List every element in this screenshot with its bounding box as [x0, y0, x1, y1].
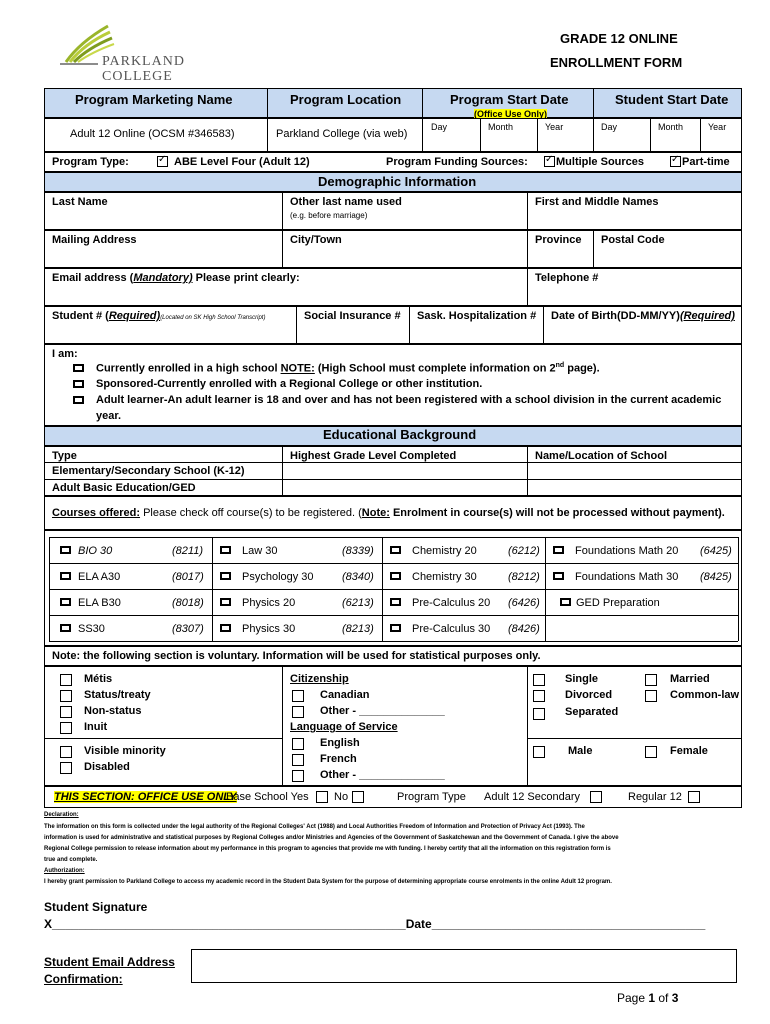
- email-mandatory: Mandatory): [133, 272, 193, 284]
- visible-minority-label: Visible minority: [84, 745, 166, 757]
- status-checkbox[interactable]: [60, 690, 72, 702]
- iam-option1-text3: page).: [564, 362, 600, 375]
- courses-instruction: [52, 507, 725, 519]
- course-precalc20-code: (6426): [508, 597, 540, 609]
- office-use-heading: THIS SECTION: OFFICE USE ONLY: [54, 791, 237, 803]
- course-elaa30-name: ELA A30: [78, 571, 121, 583]
- common-law-checkbox[interactable]: [645, 690, 657, 702]
- male-label: Male: [568, 745, 593, 757]
- courses-note: Note:: [361, 507, 390, 519]
- canadian-checkbox[interactable]: [292, 690, 304, 702]
- email-hint: Please print clearly:: [192, 272, 300, 284]
- page-total: 3: [671, 991, 679, 1005]
- iam-option3-label-2: year.: [96, 410, 122, 422]
- course-fm30-code: (8425): [700, 571, 732, 583]
- page-number: [617, 991, 678, 1005]
- hospitalization-field[interactable]: Sask. Hospitalization #: [417, 310, 537, 322]
- mailing-address-field[interactable]: Mailing Address: [52, 234, 137, 246]
- form-title-2: ENROLLMENT FORM: [550, 55, 683, 70]
- language-other-checkbox[interactable]: [292, 770, 304, 782]
- course-chem20-checkbox[interactable]: [390, 546, 401, 554]
- regular12-checkbox[interactable]: [688, 791, 700, 803]
- declaration-title: Declaration:: [44, 812, 79, 818]
- course-chem20-name: Chemistry 20: [412, 545, 477, 557]
- iam-option1-text: Currently enrolled in a high school: [96, 362, 281, 375]
- status-label: Status/treaty: [84, 689, 151, 701]
- student-number-required: Required): [108, 310, 161, 322]
- courses-label: Courses offered:: [52, 507, 141, 519]
- edu-highest-header: Highest Grade Level Completed: [290, 450, 457, 462]
- inuit-checkbox[interactable]: [60, 722, 72, 734]
- course-bio30-code: (8211): [172, 545, 203, 557]
- iam-label: I am:: [52, 348, 78, 360]
- funding-parttime-checkbox[interactable]: ✓: [671, 154, 680, 165]
- french-label: French: [320, 753, 357, 765]
- dob-required: (Required): [679, 310, 735, 322]
- start-year[interactable]: Year: [545, 122, 564, 132]
- course-ged-checkbox[interactable]: [560, 598, 571, 606]
- iam-option1-text2: (High School must complete information on 2: [314, 362, 556, 375]
- course-phys30-checkbox[interactable]: [220, 624, 231, 632]
- student-number-field[interactable]: [52, 310, 265, 322]
- iam-option1-sup: nd: [555, 362, 565, 369]
- signature-line[interactable]: X_____________________________________________________Date_________________________________________: [44, 917, 706, 931]
- courses-text: Please check off course(s) to be registered. (: [140, 507, 362, 519]
- citizenship-other-checkbox[interactable]: [292, 706, 304, 718]
- other-last-hint: (e.g. before marriage): [290, 211, 368, 220]
- nonstatus-label: Non-status: [84, 705, 142, 717]
- start-day[interactable]: Day: [431, 122, 448, 132]
- funding-multiple-label: Multiple Sources: [556, 156, 645, 168]
- funding-parttime-label: Part-time: [682, 156, 730, 168]
- course-chem30-code: (8212): [508, 571, 540, 583]
- divorced-checkbox[interactable]: [533, 690, 545, 702]
- sin-field[interactable]: Social Insurance #: [304, 310, 401, 322]
- student-email-label-2: Confirmation:: [44, 972, 123, 986]
- student-email-label-1: Student Email Address: [44, 955, 175, 969]
- separated-checkbox[interactable]: [533, 708, 545, 720]
- edu-row1-type: Elementary/Secondary School (K-12): [52, 465, 245, 477]
- form-title-1: GRADE 12 ONLINE: [560, 31, 678, 46]
- course-elaa30-code: (8017): [172, 571, 204, 583]
- declaration-line1: The information on this form is collected under the legal authority of the Regional Colleges' Act (1988) and Local Authorities Freedom of Information and Protection of Privacy Act (1993). The: [44, 824, 585, 830]
- french-checkbox[interactable]: [292, 754, 304, 766]
- logo-text-2: COLLEGE: [102, 69, 173, 84]
- course-phys20-checkbox[interactable]: [220, 598, 231, 606]
- postal-code-field[interactable]: Postal Code: [601, 234, 665, 246]
- logo: [58, 22, 198, 84]
- citizenship-other-label: Other - ______________: [320, 705, 445, 717]
- female-label: Female: [670, 745, 708, 757]
- course-elaa30-checkbox[interactable]: [60, 572, 71, 580]
- logo-text-1: PARKLAND: [102, 54, 185, 69]
- course-precalc30-name: Pre-Calculus 30: [412, 623, 491, 635]
- course-fm20-checkbox[interactable]: [553, 546, 564, 554]
- student-email-input[interactable]: [191, 949, 737, 983]
- adult12-checkbox[interactable]: [590, 791, 602, 803]
- language-other-label: Other - ______________: [320, 769, 445, 781]
- course-phys20-code: (6213): [342, 597, 374, 609]
- other-last-name-field[interactable]: Other last name used: [290, 196, 402, 208]
- dob-field[interactable]: [551, 310, 735, 322]
- telephone-field[interactable]: Telephone #: [535, 272, 599, 284]
- course-precalc30-code: (8426): [508, 623, 540, 635]
- student-start-month[interactable]: Month: [658, 122, 684, 132]
- male-checkbox[interactable]: [533, 746, 545, 758]
- base-school-label: Base School Yes: [226, 791, 309, 803]
- course-law30-name: Law 30: [242, 545, 278, 557]
- edu-row2-type: Adult Basic Education/GED: [52, 482, 196, 494]
- metis-label: Métis: [84, 673, 113, 685]
- location-value: Parkland College (via web): [276, 128, 408, 140]
- course-ged-name: GED Preparation: [576, 597, 660, 609]
- email-field[interactable]: [52, 272, 300, 284]
- disabled-checkbox[interactable]: [60, 762, 72, 774]
- funding-multiple-checkbox[interactable]: ✓: [545, 154, 554, 165]
- course-law30-code: (8339): [342, 545, 374, 557]
- start-month[interactable]: Month: [488, 122, 514, 132]
- base-school-no-label: No: [334, 791, 349, 803]
- iam-option1-checkbox[interactable]: [73, 364, 84, 372]
- language-heading: Language of Service: [290, 721, 398, 733]
- voluntary-note: Note: the following section is voluntary. Information will be used for statistical purposes only.: [52, 650, 541, 662]
- course-phys30-code: (8213): [342, 623, 374, 635]
- authorization-line: I hereby grant permission to Parkland College to access my academic record in the Student Data System for the purpose of determining appropriate course enrolments in the online Adult 12 program.: [44, 879, 612, 885]
- course-ss30-code: (8307): [172, 623, 204, 635]
- course-chem30-checkbox[interactable]: [390, 572, 401, 580]
- student-start-header: Student Start Date: [615, 92, 729, 107]
- inuit-label: Inuit: [84, 721, 108, 733]
- course-phys20-name: Physics 20: [242, 597, 296, 609]
- course-bio30-name: BIO 30: [78, 545, 113, 557]
- program-type-checkbox[interactable]: ✓: [158, 154, 167, 165]
- common-law-label: Common-law: [670, 689, 740, 701]
- email-label: Email address (: [52, 272, 134, 284]
- iam-option3-label: Adult learner-An adult learner is 18 and over and has not been registered with a school division in the current academic: [96, 394, 722, 406]
- base-school-yes-checkbox[interactable]: [316, 791, 328, 803]
- student-start-year[interactable]: Year: [708, 122, 727, 132]
- english-label: English: [320, 737, 360, 749]
- english-checkbox[interactable]: [292, 738, 304, 750]
- page-current: 1: [648, 991, 656, 1005]
- course-elab30-code: (8018): [172, 597, 204, 609]
- edu-type-header: Type: [52, 450, 77, 462]
- first-names-field[interactable]: First and Middle Names: [535, 196, 659, 208]
- single-checkbox[interactable]: [533, 674, 545, 686]
- province-field[interactable]: Province: [535, 234, 582, 246]
- program-type-label: Program Type:: [52, 156, 129, 168]
- funding-label: Program Funding Sources:: [386, 156, 528, 168]
- iam-option1-note: NOTE:: [280, 362, 315, 375]
- course-precalc20-name: Pre-Calculus 20: [412, 597, 491, 609]
- course-precalc20-checkbox[interactable]: [390, 598, 401, 606]
- citizenship-heading: Citizenship: [290, 673, 349, 685]
- regular12-label: Regular 12: [628, 791, 682, 803]
- declaration-line2: information is used for administrative and statistical purposes by Regional Colleges and/or Ministries and Agencies of the Government of Saskatchewan and the Government of Canada. I give the above: [44, 835, 619, 841]
- disabled-label: Disabled: [84, 761, 130, 773]
- office-use-label: (Office Use Only): [474, 109, 548, 119]
- course-elab30-checkbox[interactable]: [60, 598, 71, 606]
- married-checkbox[interactable]: [645, 674, 657, 686]
- iam-option2-label: Sponsored-Currently enrolled with a Regional College or other institution.: [96, 378, 483, 390]
- program-start-header: Program Start Date: [450, 92, 569, 107]
- page-pre: Page: [617, 991, 649, 1005]
- edu-school-header: Name/Location of School: [535, 450, 668, 462]
- separated-label: Separated: [565, 706, 619, 718]
- page-mid: of: [655, 991, 672, 1005]
- student-number-label: Student # (: [52, 310, 109, 322]
- course-precalc30-checkbox[interactable]: [390, 624, 401, 632]
- dob-label: Date of Birth(DD-MM/YY): [551, 310, 680, 322]
- course-bio30-checkbox[interactable]: [60, 546, 71, 554]
- course-psych30-name: Psychology 30: [242, 571, 314, 583]
- iam-option3-checkbox[interactable]: [73, 396, 84, 404]
- base-school-no-checkbox[interactable]: [352, 791, 364, 803]
- canadian-label: Canadian: [320, 689, 370, 701]
- course-fm20-code: (6425): [700, 545, 732, 557]
- course-law30-checkbox[interactable]: [220, 546, 231, 554]
- student-number-hint: (Located on SK High School Transcript): [160, 315, 266, 321]
- program-marketing-header: Program Marketing Name: [75, 92, 233, 107]
- demographic-heading: Demographic Information: [318, 174, 477, 189]
- program-type-value: ABE Level Four (Adult 12): [174, 156, 310, 168]
- declaration-line4: true and complete.: [44, 857, 98, 863]
- adult12-label: Adult 12 Secondary: [484, 791, 581, 803]
- authorization-title: Authorization:: [44, 868, 85, 874]
- declaration-line3: Regional College permission to release information about my performance in this program to agencies that provide me with funding. I hereby certify that all the information on this registration form is: [44, 846, 611, 852]
- nonstatus-checkbox[interactable]: [60, 706, 72, 718]
- course-elab30-name: ELA B30: [78, 597, 121, 609]
- married-label: Married: [670, 673, 710, 685]
- course-psych30-code: (8340): [342, 571, 374, 583]
- education-heading: Educational Background: [323, 427, 477, 442]
- divorced-label: Divorced: [565, 689, 613, 701]
- last-name-field[interactable]: Last Name: [52, 196, 108, 208]
- course-fm20-name: Foundations Math 20: [575, 545, 679, 557]
- metis-checkbox[interactable]: [60, 674, 72, 686]
- course-chem30-name: Chemistry 30: [412, 571, 477, 583]
- marketing-value: Adult 12 Online (OCSM #346583): [70, 128, 235, 140]
- course-phys30-name: Physics 30: [242, 623, 296, 635]
- single-label: Single: [565, 673, 599, 685]
- program-type-office-label: Program Type: [397, 791, 466, 803]
- visible-minority-checkbox[interactable]: [60, 746, 72, 758]
- iam-option2-checkbox[interactable]: [73, 380, 84, 388]
- signature-label: Student Signature: [44, 900, 148, 914]
- course-chem20-code: (6212): [508, 545, 540, 557]
- student-start-day[interactable]: Day: [601, 122, 618, 132]
- program-location-header: Program Location: [290, 92, 402, 107]
- city-field[interactable]: City/Town: [290, 234, 342, 246]
- course-ss30-checkbox[interactable]: [60, 624, 71, 632]
- course-fm30-checkbox[interactable]: [553, 572, 564, 580]
- female-checkbox[interactable]: [645, 746, 657, 758]
- iam-option1-label: [96, 362, 600, 375]
- course-fm30-name: Foundations Math 30: [575, 571, 679, 583]
- course-psych30-checkbox[interactable]: [220, 572, 231, 580]
- course-ss30-name: SS30: [78, 623, 105, 635]
- courses-text2: Enrolment in course(s) will not be processed without payment).: [389, 507, 725, 519]
